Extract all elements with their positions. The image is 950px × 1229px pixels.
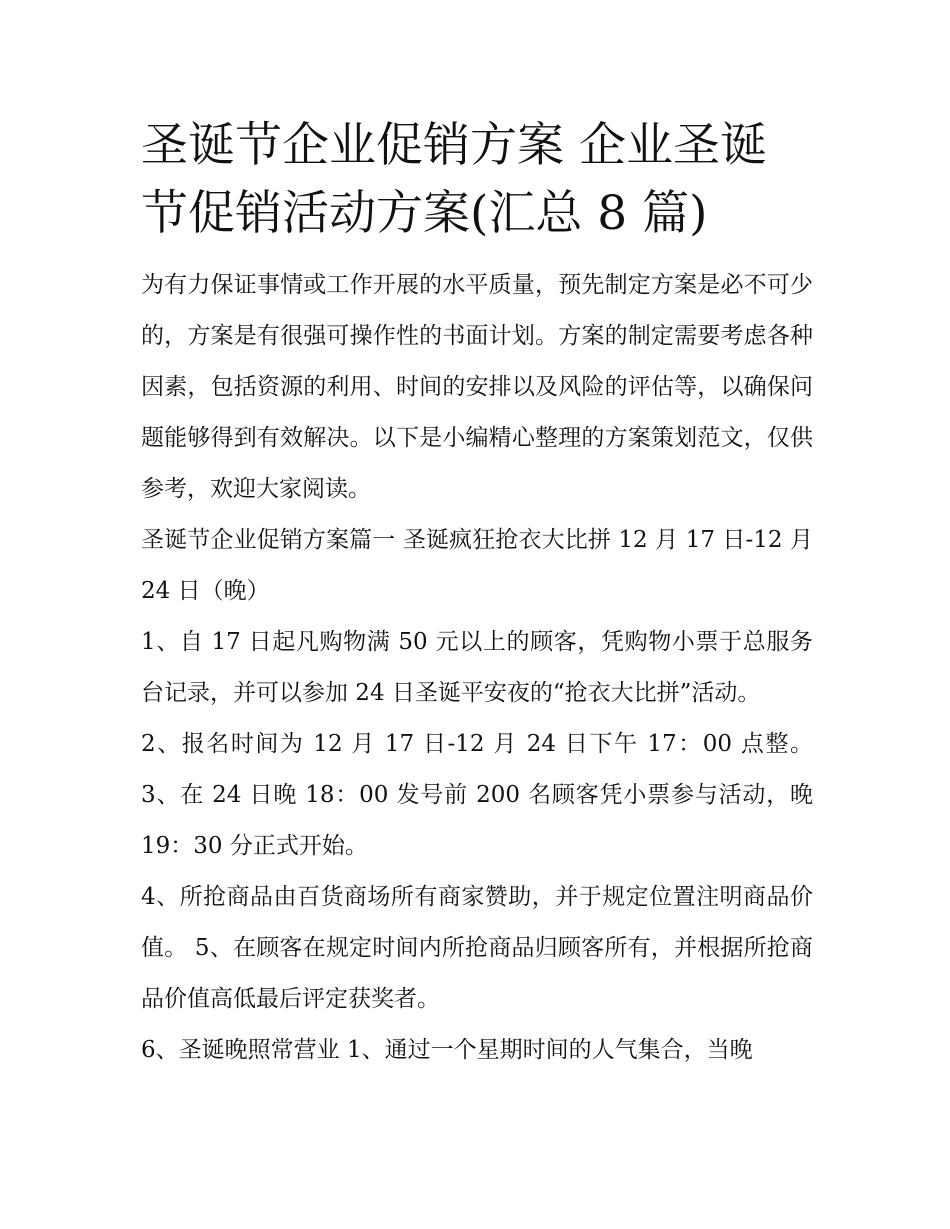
item-paragraph-2-3: 2、报名时间为 12 月 17 日-12 月 24 日下午 17：00 点整。 3、在 24 日晚 18：00 发号前 200 名顾客凭小票参与活动，晚 19：30 分正式开始。 xyxy=(141,731,813,859)
section-heading-paragraph: 圣诞节企业促销方案篇一 圣诞疯狂抢衣大比拼 12 月 17 日-12 月 24 日（晚） xyxy=(141,527,813,604)
item-paragraph-4-5: 4、所抢商品由百货商场所有商家赞助，并于规定位置注明商品价值。 5、在顾客在规定时间内所抢商品归顾客所有，并根据所抢商品价值高低最后评定获奖者。 xyxy=(141,884,813,1012)
item-paragraph-1: 1、自 17 日起凡购物满 50 元以上的顾客，凭购物小票于总服务台记录，并可以参加 24 日圣诞平安夜的“抢衣大比拼”活动。 xyxy=(141,629,813,706)
document-title: 圣诞节企业促销方案 企业圣诞节促销活动方案(汇总 8 篇) xyxy=(141,118,767,241)
document-body xyxy=(141,112,813,1076)
item-paragraph-6: 6、圣诞晚照常营业 1、通过一个星期时间的人气集合，当晚 xyxy=(141,1037,753,1063)
intro-paragraph: 为有力保证事情或工作开展的水平质量，预先制定方案是必不可少的，方案是有很强可操作性的书面计划。方案的制定需要考虑各种因素，包括资源的利用、时间的安排以及风险的评估等，以确保问题能够得到有效解决。以下是小编精心整理的方案策划范文，仅供参考，欢迎大家阅读。 xyxy=(141,272,813,502)
